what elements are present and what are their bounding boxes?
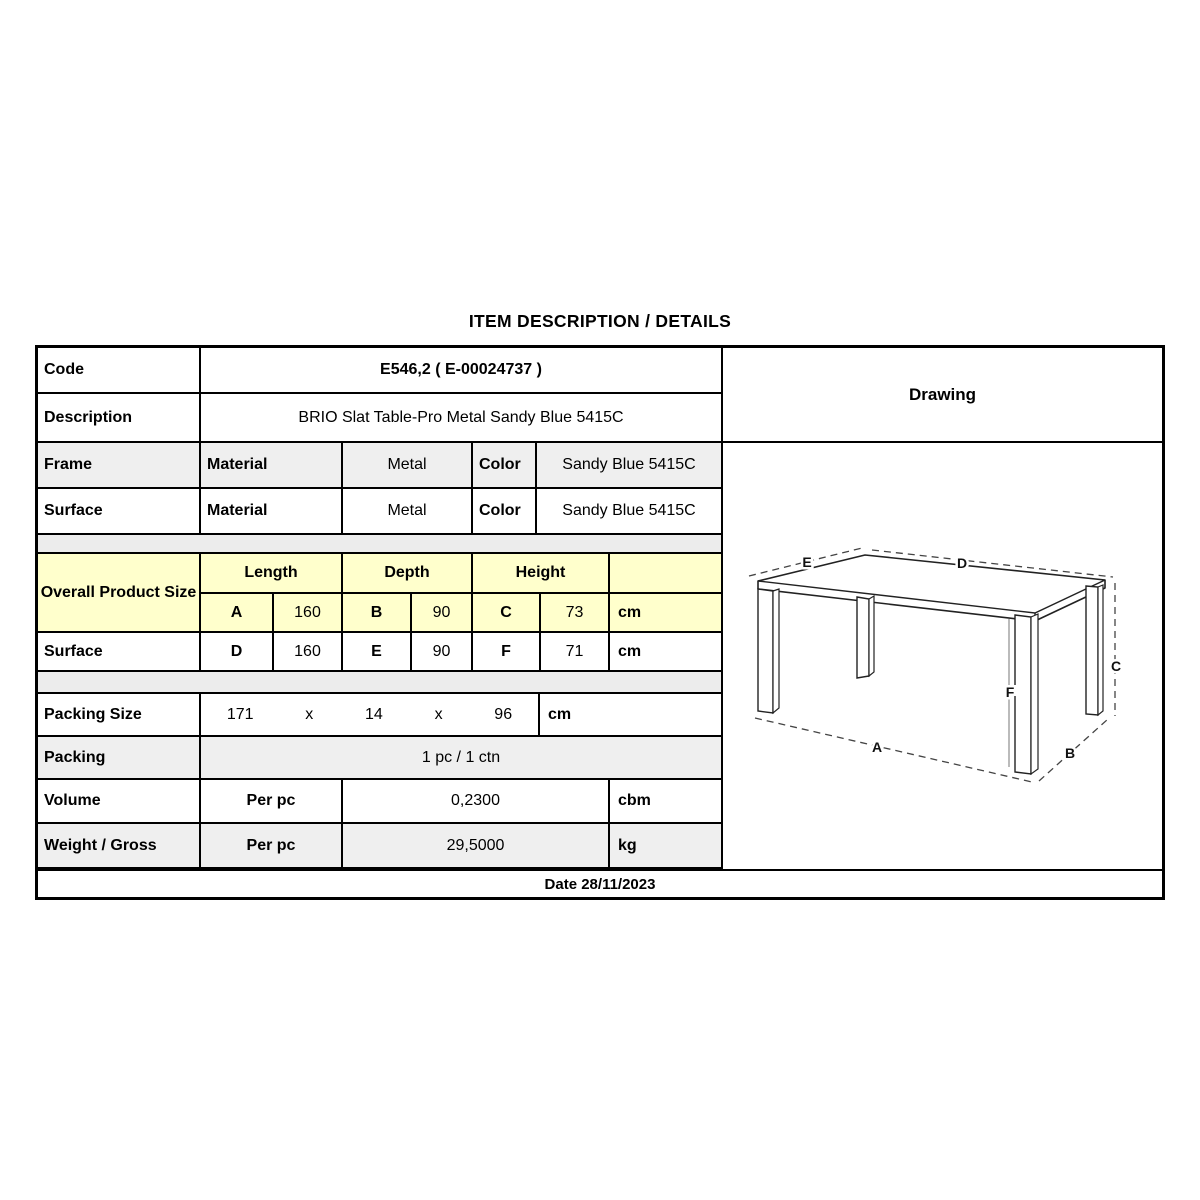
surface-material-value: Metal <box>343 489 473 533</box>
volume-value: 0,2300 <box>343 780 610 822</box>
packing-value: 1 pc / 1 ctn <box>421 748 501 766</box>
table-line-drawing <box>723 443 1164 867</box>
weight-value: 29,5000 <box>343 824 610 867</box>
volume-row <box>38 780 721 824</box>
packing-label: Packing <box>38 737 201 778</box>
leg-back-left-front-face <box>857 597 869 678</box>
date-row <box>38 869 1162 898</box>
weight-label: Weight / Gross <box>38 824 201 867</box>
volume-unit: cbm <box>618 792 651 809</box>
packing-size-x2: x <box>434 705 443 723</box>
dim-d-value: 160 <box>274 633 343 670</box>
size-overall-row <box>201 594 721 631</box>
size-header-unit-empty <box>610 554 721 592</box>
size-surface-unit: cm <box>618 642 642 660</box>
date-value: Date 28/11/2023 <box>544 876 656 893</box>
frame-label: Frame <box>38 443 201 487</box>
size-header-height: Height <box>473 554 610 592</box>
size-surface-label: Surface <box>38 633 201 670</box>
overall-unit: cm <box>610 594 721 631</box>
size-header-depth: Depth <box>343 554 473 592</box>
dim-label-C: C <box>1110 658 1122 674</box>
surface-color-value: Sandy Blue 5415C <box>562 502 696 519</box>
dim-c-label: C <box>473 594 541 631</box>
packing-size-v2: 14 <box>365 705 383 723</box>
dim-b-value: 90 <box>412 594 473 631</box>
surface-row <box>38 489 721 535</box>
dim-a-label: A <box>201 594 274 631</box>
surface-material-label: Material <box>201 489 343 533</box>
description-label: Description <box>38 394 201 441</box>
leg-back-right-side-face <box>1098 585 1103 715</box>
size-header-row <box>201 554 721 594</box>
weight-row <box>38 824 721 869</box>
overall-size-label: Overall Product Size <box>38 554 201 631</box>
code-value: E546,2 ( E-00024737 ) <box>380 361 542 378</box>
packing-size-row <box>38 694 721 737</box>
dim-label-B: B <box>1064 745 1076 761</box>
drawing-title: Drawing <box>723 348 1162 443</box>
dim-b-label: B <box>343 594 412 631</box>
leg-back-left-side-face <box>869 596 874 676</box>
size-surface-row <box>38 633 721 672</box>
frame-color-value: Sandy Blue 5415C <box>562 456 696 473</box>
dim-f-label: F <box>473 633 541 670</box>
packing-size-v1: 171 <box>226 705 254 723</box>
packing-size-unit: cm <box>548 705 572 723</box>
spec-table <box>35 345 1165 900</box>
drawing-cell <box>721 348 1162 869</box>
frame-color-label: Color <box>473 443 537 487</box>
dim-e-value: 90 <box>412 633 473 670</box>
leg-front-right-front-face <box>1015 615 1031 774</box>
frame-material-value: Metal <box>343 443 473 487</box>
dim-label-F: F <box>1005 684 1015 700</box>
packing-size-values <box>201 694 540 735</box>
surface-label: Surface <box>38 489 201 533</box>
dim-line-A <box>755 718 1032 782</box>
packing-row <box>38 737 721 780</box>
page-title: ITEM DESCRIPTION / DETAILS <box>468 311 732 331</box>
volume-label: Volume <box>38 780 201 822</box>
leg-front-right-side-face <box>1031 614 1038 774</box>
spacer-row <box>38 535 721 554</box>
dim-c-value: 73 <box>541 594 610 631</box>
description-row <box>38 394 721 443</box>
description-value: BRIO Slat Table-Pro Metal Sandy Blue 5415C <box>298 408 624 426</box>
dim-a-value: 160 <box>274 594 343 631</box>
code-row <box>38 348 721 394</box>
size-header-length: Length <box>201 554 343 592</box>
weight-per-pc: Per pc <box>201 824 343 867</box>
packing-size-x1: x <box>305 705 314 723</box>
dim-e-label: E <box>343 633 412 670</box>
dim-d-label: D <box>201 633 274 670</box>
weight-unit: kg <box>618 836 637 854</box>
surface-color-label: Color <box>473 489 537 533</box>
table-drawing <box>723 443 1164 867</box>
frame-row <box>38 443 721 489</box>
packing-size-v3: 96 <box>494 705 513 723</box>
dim-label-D: D <box>956 555 968 571</box>
code-label: Code <box>38 348 201 392</box>
leg-front-left-side-face <box>773 589 779 713</box>
dim-label-E: E <box>802 554 812 570</box>
dim-f-value: 71 <box>541 633 610 670</box>
spacer-row <box>38 672 721 694</box>
dim-label-A: A <box>871 739 883 755</box>
volume-per-pc: Per pc <box>201 780 343 822</box>
frame-material-label: Material <box>201 443 343 487</box>
leg-front-left-front-face <box>758 589 773 713</box>
packing-size-label: Packing Size <box>38 694 201 735</box>
overall-size-block <box>38 554 721 633</box>
leg-back-right-front-face <box>1086 586 1098 715</box>
